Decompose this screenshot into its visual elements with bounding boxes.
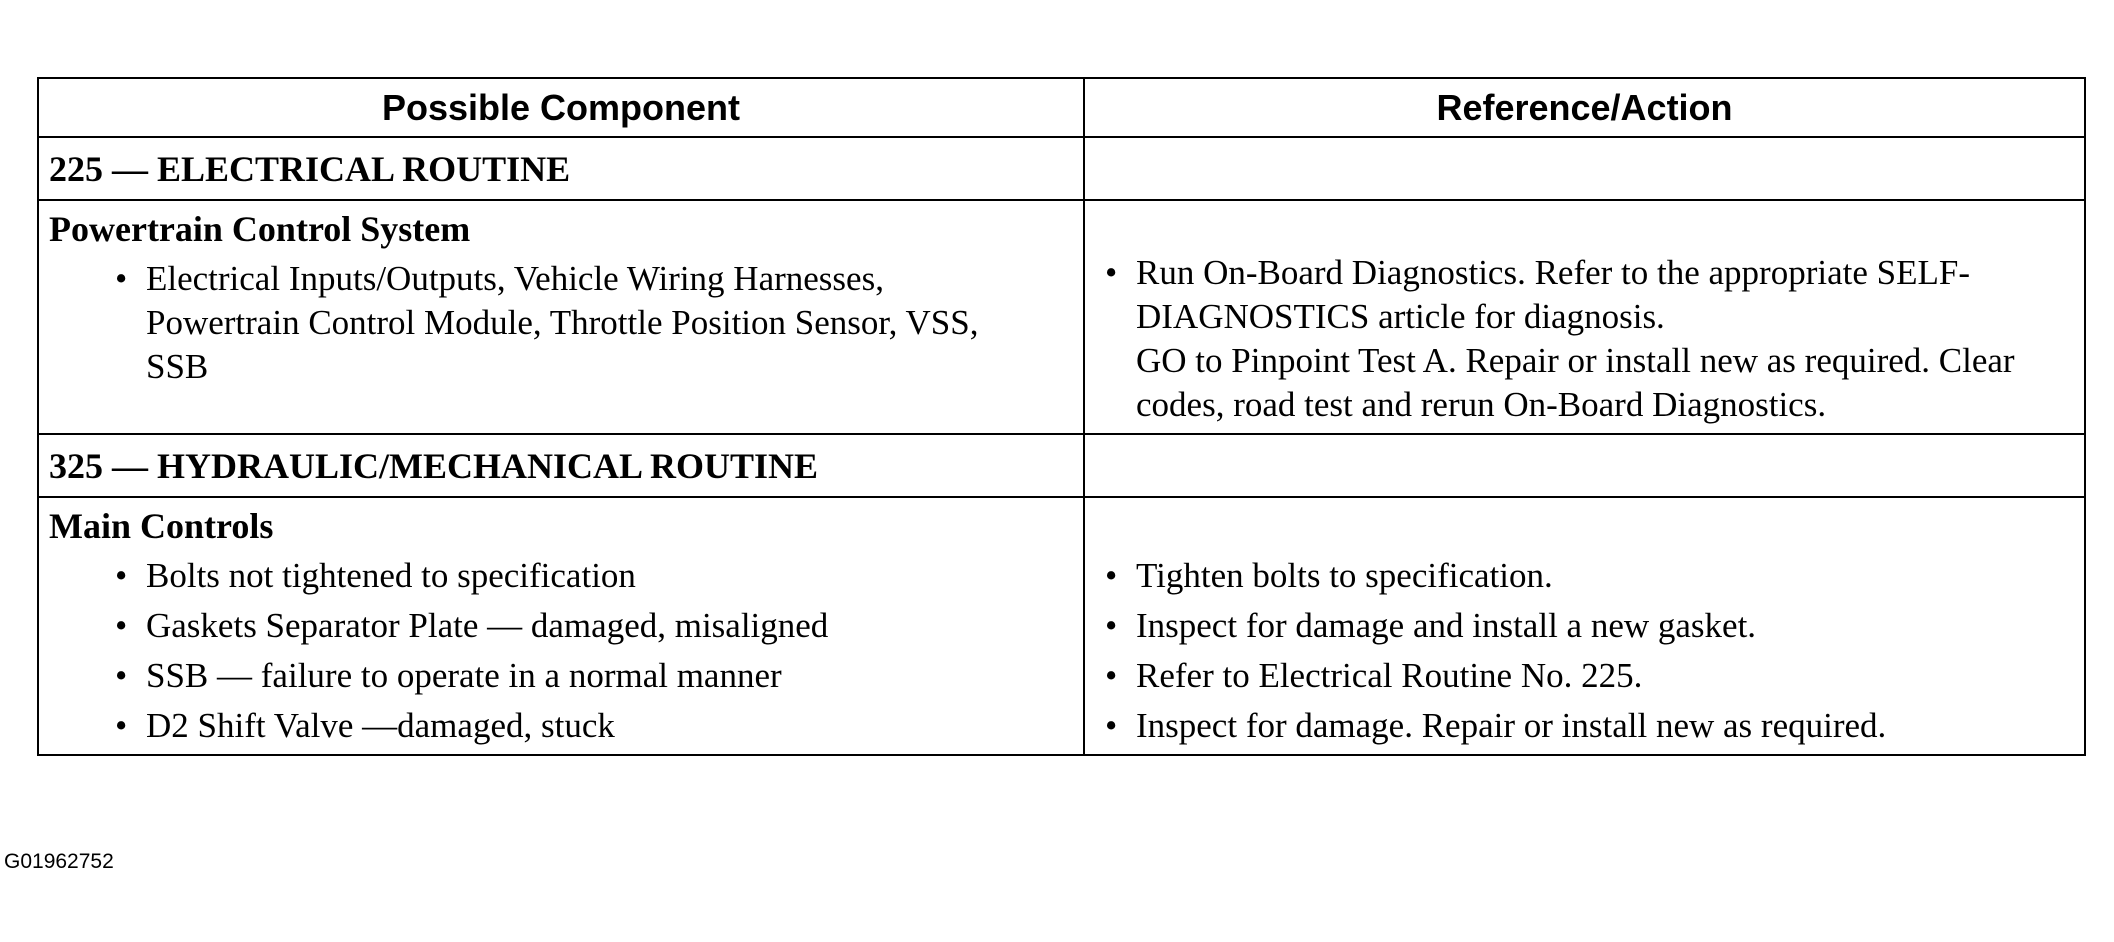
- component-text: D2 Shift Valve —damaged, stuck: [146, 706, 615, 745]
- list-item: [39, 554, 1083, 598]
- list-item: [39, 604, 1083, 648]
- action-cell: [1084, 497, 2085, 755]
- component-list: [39, 257, 1083, 389]
- header-row: [38, 78, 2085, 137]
- list-item: [1085, 604, 2084, 648]
- action-list: [1085, 554, 2084, 748]
- routine-title-325: 325 — HYDRAULIC/MECHANICAL ROUTINE: [38, 434, 1084, 497]
- list-item: [1085, 654, 2084, 698]
- component-text: Gaskets Separator Plate — damaged, misaligned: [146, 606, 829, 645]
- component-list: [39, 554, 1083, 748]
- list-item: [1085, 704, 2084, 748]
- list-item: [39, 654, 1083, 698]
- action-text: Tighten bolts to specification.: [1136, 556, 1553, 595]
- component-cell: [38, 200, 1084, 434]
- list-item: [1085, 554, 2084, 598]
- bullet-icon: •: [115, 706, 128, 745]
- bullet-icon: •: [115, 556, 128, 595]
- group-title: Powertrain Control System: [49, 209, 471, 249]
- column-header-action: Reference/Action: [1084, 78, 2085, 137]
- component-text: Bolts not tightened to specification: [146, 556, 636, 595]
- action-text: GO to Pinpoint Test A. Repair or install new as required. Clear codes, road test and rerun On-Board Diagnostics.: [1136, 341, 2015, 424]
- list-item: [1085, 339, 2084, 427]
- figure-id: G01962752: [4, 850, 114, 873]
- action-text: Run On-Board Diagnostics. Refer to the appropriate SELF-DIAGNOSTICS article for diagnosis.: [1136, 253, 1970, 336]
- routine-empty-cell: [1084, 137, 2085, 200]
- routine-title-225: 225 — ELECTRICAL ROUTINE: [38, 137, 1084, 200]
- list-item: [39, 704, 1083, 748]
- component-text: Electrical Inputs/Outputs, Vehicle Wiring Harnesses, Powertrain Control Module, Throttle Position Sensor, VSS, SSB: [146, 259, 979, 386]
- diagnosis-table: [37, 77, 2086, 756]
- component-text: SSB — failure to operate in a normal manner: [146, 656, 782, 695]
- group-title: Main Controls: [49, 506, 274, 546]
- action-list: [1085, 251, 2084, 427]
- list-item: [1085, 251, 2084, 339]
- routine-row-325: [38, 434, 2085, 497]
- list-item: [39, 257, 1083, 389]
- component-cell: [38, 497, 1084, 755]
- bullet-icon: •: [1105, 706, 1118, 745]
- group-row-powertrain: [38, 200, 2085, 434]
- routine-empty-cell: [1084, 434, 2085, 497]
- action-text: Refer to Electrical Routine No. 225.: [1136, 656, 1643, 695]
- action-text: Inspect for damage. Repair or install new as required.: [1136, 706, 1887, 745]
- action-text: Inspect for damage and install a new gasket.: [1136, 606, 1757, 645]
- bullet-icon: •: [1105, 656, 1118, 695]
- routine-row-225: [38, 137, 2085, 200]
- bullet-icon: •: [115, 259, 128, 298]
- bullet-icon: •: [1105, 556, 1118, 595]
- bullet-icon: •: [1105, 606, 1118, 645]
- group-row-main-controls: [38, 497, 2085, 755]
- bullet-icon: •: [115, 606, 128, 645]
- action-cell: [1084, 200, 2085, 434]
- column-header-component: Possible Component: [38, 78, 1084, 137]
- bullet-icon: •: [1105, 253, 1118, 292]
- bullet-icon: •: [115, 656, 128, 695]
